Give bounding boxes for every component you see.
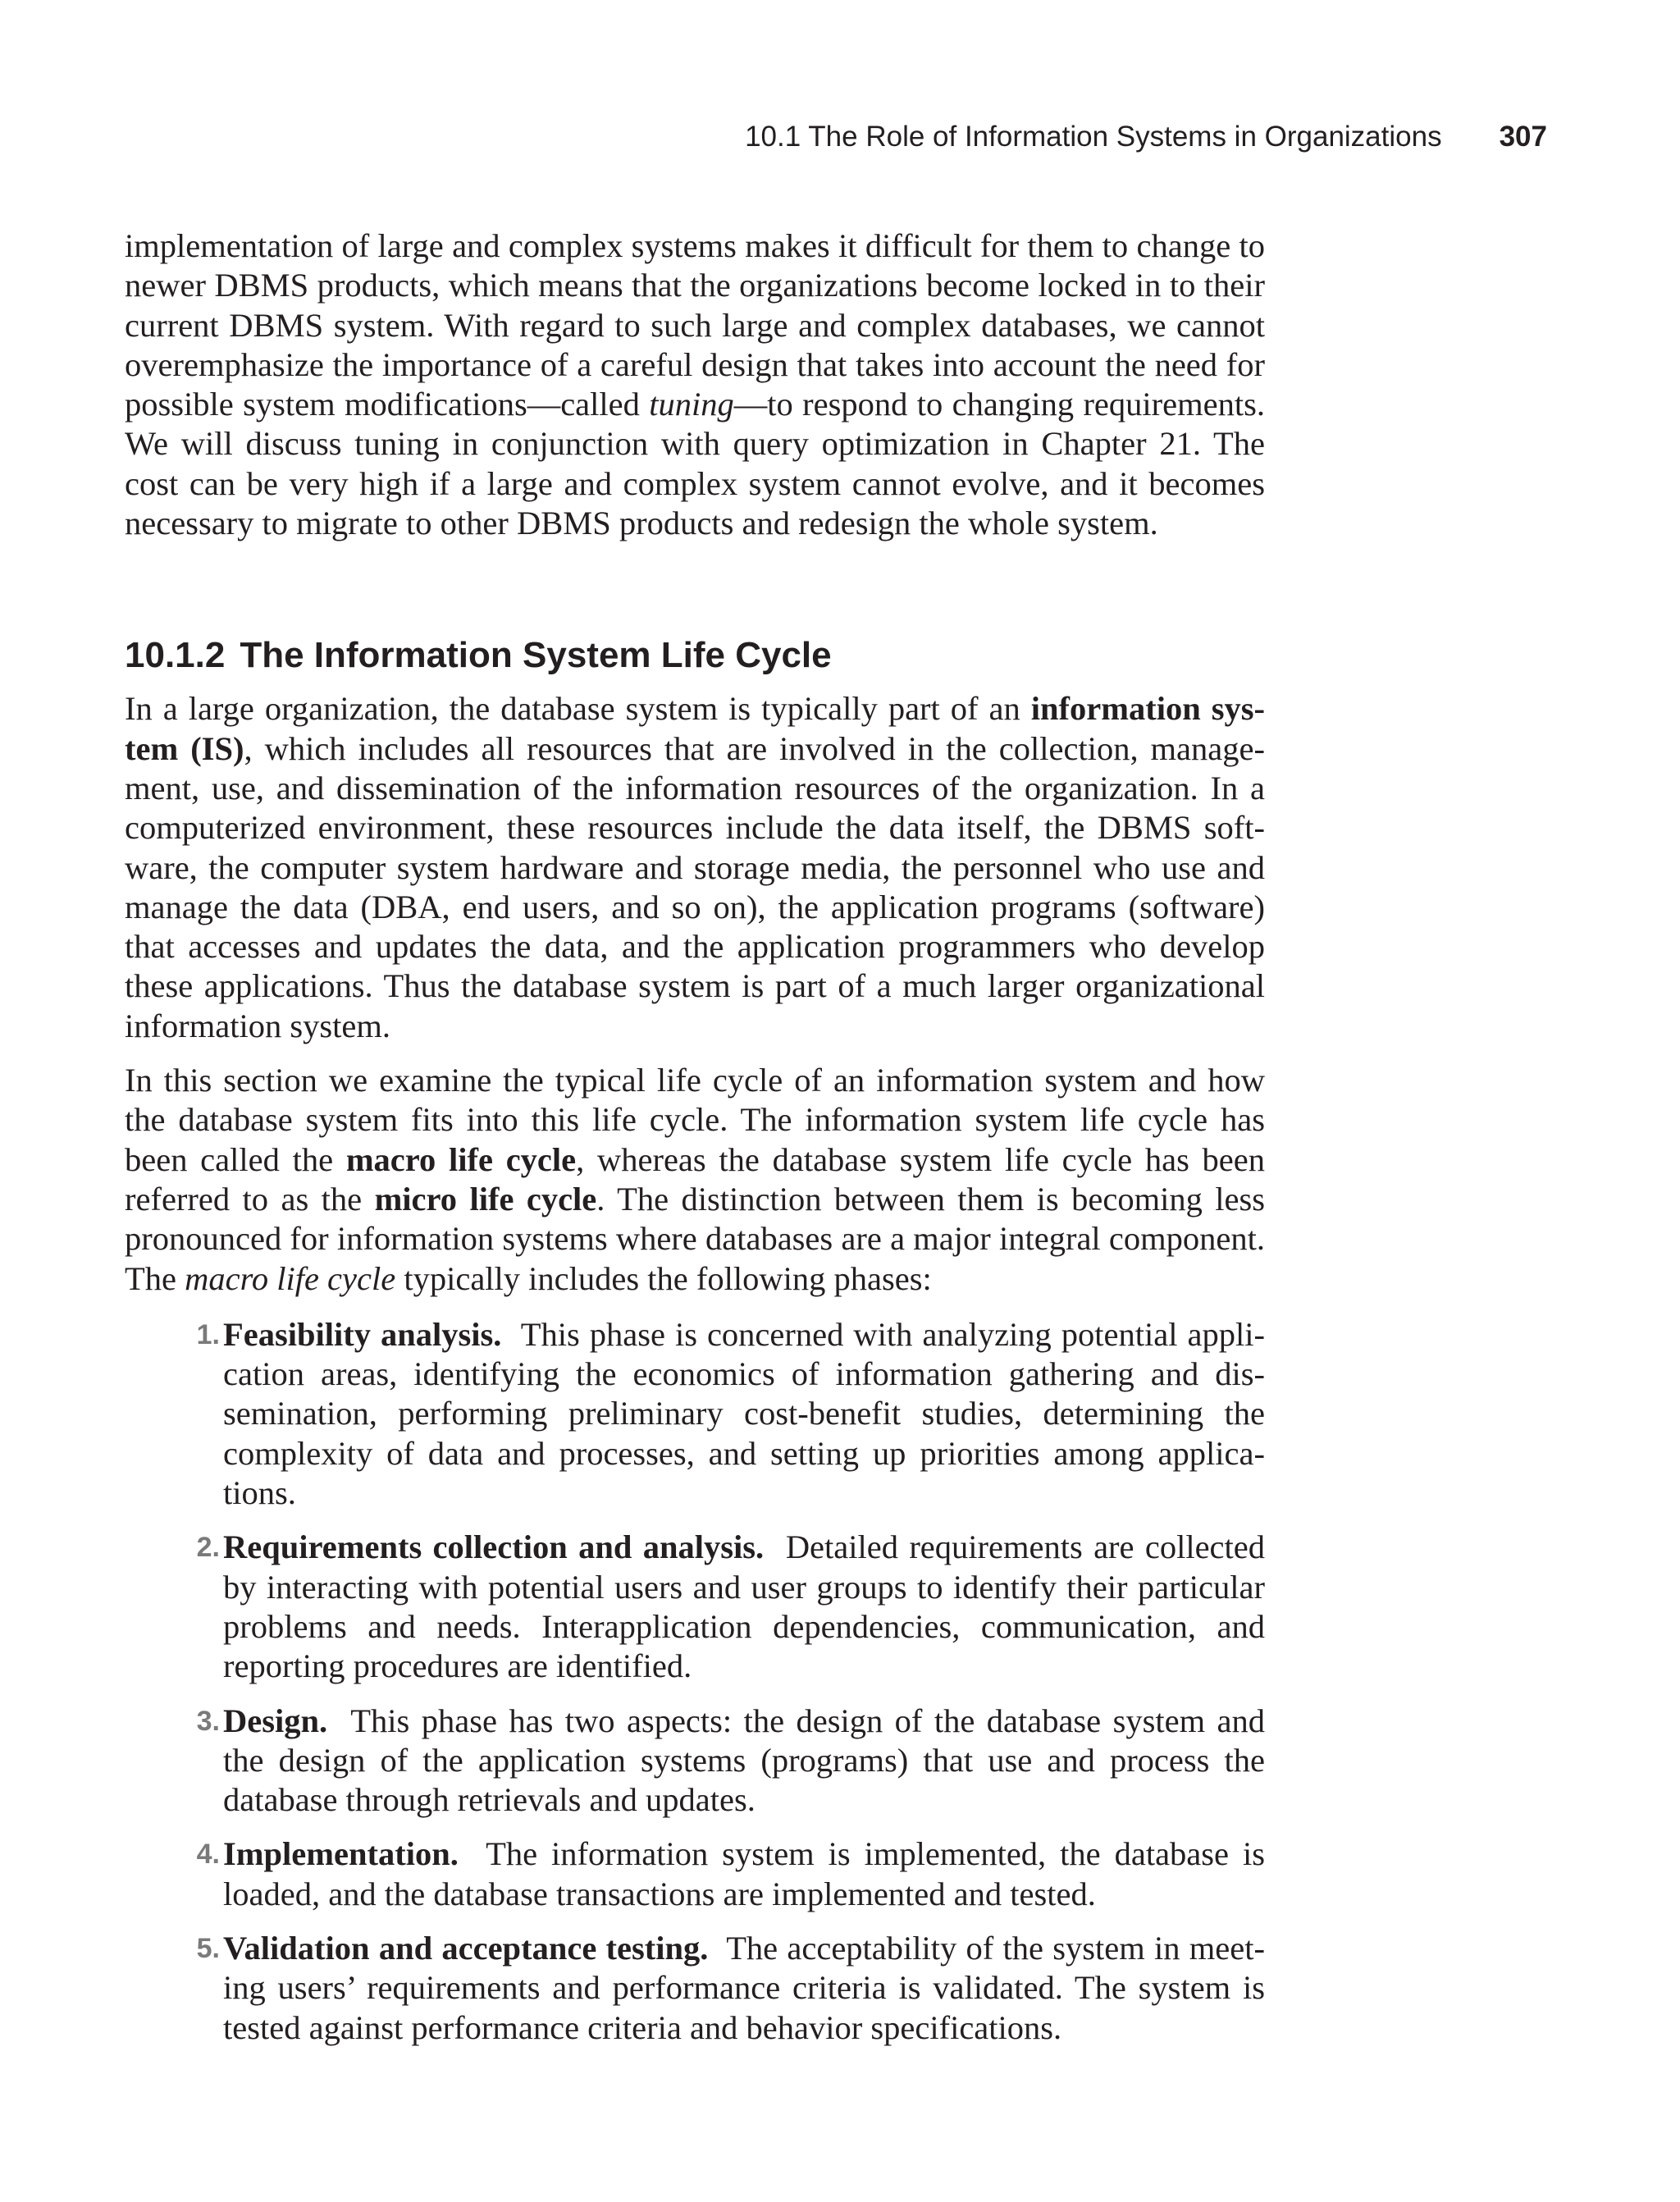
section-title: The Information System Life Cycle <box>240 635 832 676</box>
list-item <box>196 1315 1265 1513</box>
p2-text-4: typically includes the following phases: <box>395 1259 932 1297</box>
p2-text-3: . The distinction between them is becoming less pronounced for information systems where databases are a major integral component. The <box>125 1180 1266 1297</box>
paragraph-life-cycle <box>125 1061 1265 1299</box>
section-heading <box>125 633 1265 678</box>
phase-description: The acceptability of the system in meeting users’ requirements and performance criteria is validated. The system is tested against performance criteria and behavior specifications. <box>223 1929 1265 2046</box>
running-header-section-title: 10.1 The Role of Information Systems in Organizations <box>745 121 1442 153</box>
term-macro-life-cycle: macro life cycle <box>345 1140 577 1178</box>
list-marker: 4. <box>196 1839 220 1871</box>
list-marker: 1. <box>196 1318 220 1350</box>
p1-text-1: In a large organization, the database system is typically part of an <box>125 690 1031 728</box>
phase-description: This phase has two aspects: the design of the database system and the design of the application systems (programs) that use and process the database through retrievals and updates. <box>223 1702 1265 1819</box>
list-item <box>196 1702 1265 1821</box>
term-information-system: information system (IS) <box>125 690 1265 767</box>
list-item <box>196 1929 1265 2048</box>
phase-term: Feasibility analysis. <box>223 1315 502 1353</box>
phase-term: Requirements collection and analysis. <box>223 1528 765 1566</box>
phase-description: The information system is implemented, the database is loaded, and the database transactions are implemented and tested. <box>223 1835 1265 1912</box>
paragraph-information-system <box>125 689 1265 1046</box>
phase-list <box>125 1315 1265 2048</box>
list-item <box>196 1528 1266 1686</box>
intro-paragraph <box>125 226 1265 543</box>
list-marker: 3. <box>196 1705 220 1737</box>
term-tuning: tuning <box>649 386 734 423</box>
intro-text-part-2: —to respond to changing requirements. We will discuss tuning in conjunction with query optimization in Chapter 21. The cost can be very high if a large and complex system cannot evolve, and it becomes necessary to migrate to other DBMS products and redesign the whole system. <box>125 386 1265 542</box>
p1-text-2: , which includes all resources that are involved in the collection, management, use, and dissemination of the information resources of the organization. In a computerized environment, these resources include the data itself, the DBMS software, the computer system hardware and storage media, the personnel who use and manage the data (DBA, end users, and so on), the application programs (software) that accesses and updates the data, and the application programmers who develop these applications. Thus the database system is part of a much larger organizational information system. <box>125 729 1265 1044</box>
section-number: 10.1.2 <box>125 635 226 676</box>
list-marker: 2. <box>196 1532 220 1564</box>
phase-term: Validation and acceptance testing. <box>223 1929 709 1967</box>
running-header <box>0 120 1547 154</box>
page-body <box>125 226 1265 2063</box>
phase-term: Design. <box>223 1702 328 1739</box>
list-marker: 5. <box>196 1932 220 1964</box>
list-item <box>196 1834 1265 1914</box>
p2-text-1: In this section we examine the typical life cycle of an information system and how the database system fits into this life cycle. The information system life cycle has been called the <box>125 1062 1265 1178</box>
phase-description: Detailed requirements are collected by interacting with potential users and user groups to identify their particular problems and needs. Interapplication dependencies, communication, and reporting procedures are identified. <box>223 1528 1266 1685</box>
term-macro-life-cycle-italic: macro life cycle <box>185 1259 396 1297</box>
phase-description: This phase is concerned with analyzing potential application areas, identifying the economics of information gathering and dissemination, performing preliminary cost-benefit studies, determining the complexity of data and processes, and setting up priorities among applications. <box>223 1315 1265 1512</box>
intro-text-part-1: implementation of large and complex systems makes it difficult for them to change to newer DBMS products, which means that the organizations become locked in to their current DBMS system. With regard to such large and complex databases, we cannot overemphasize the importance of a careful design that takes into account the need for possible system modifications—called <box>125 227 1265 423</box>
phase-term: Implementation. <box>223 1835 459 1873</box>
p2-text-2: , whereas the database system life cycle has been referred to as the <box>125 1140 1266 1217</box>
term-micro-life-cycle: micro life cycle <box>374 1180 597 1217</box>
page-number: 307 <box>1499 121 1547 153</box>
